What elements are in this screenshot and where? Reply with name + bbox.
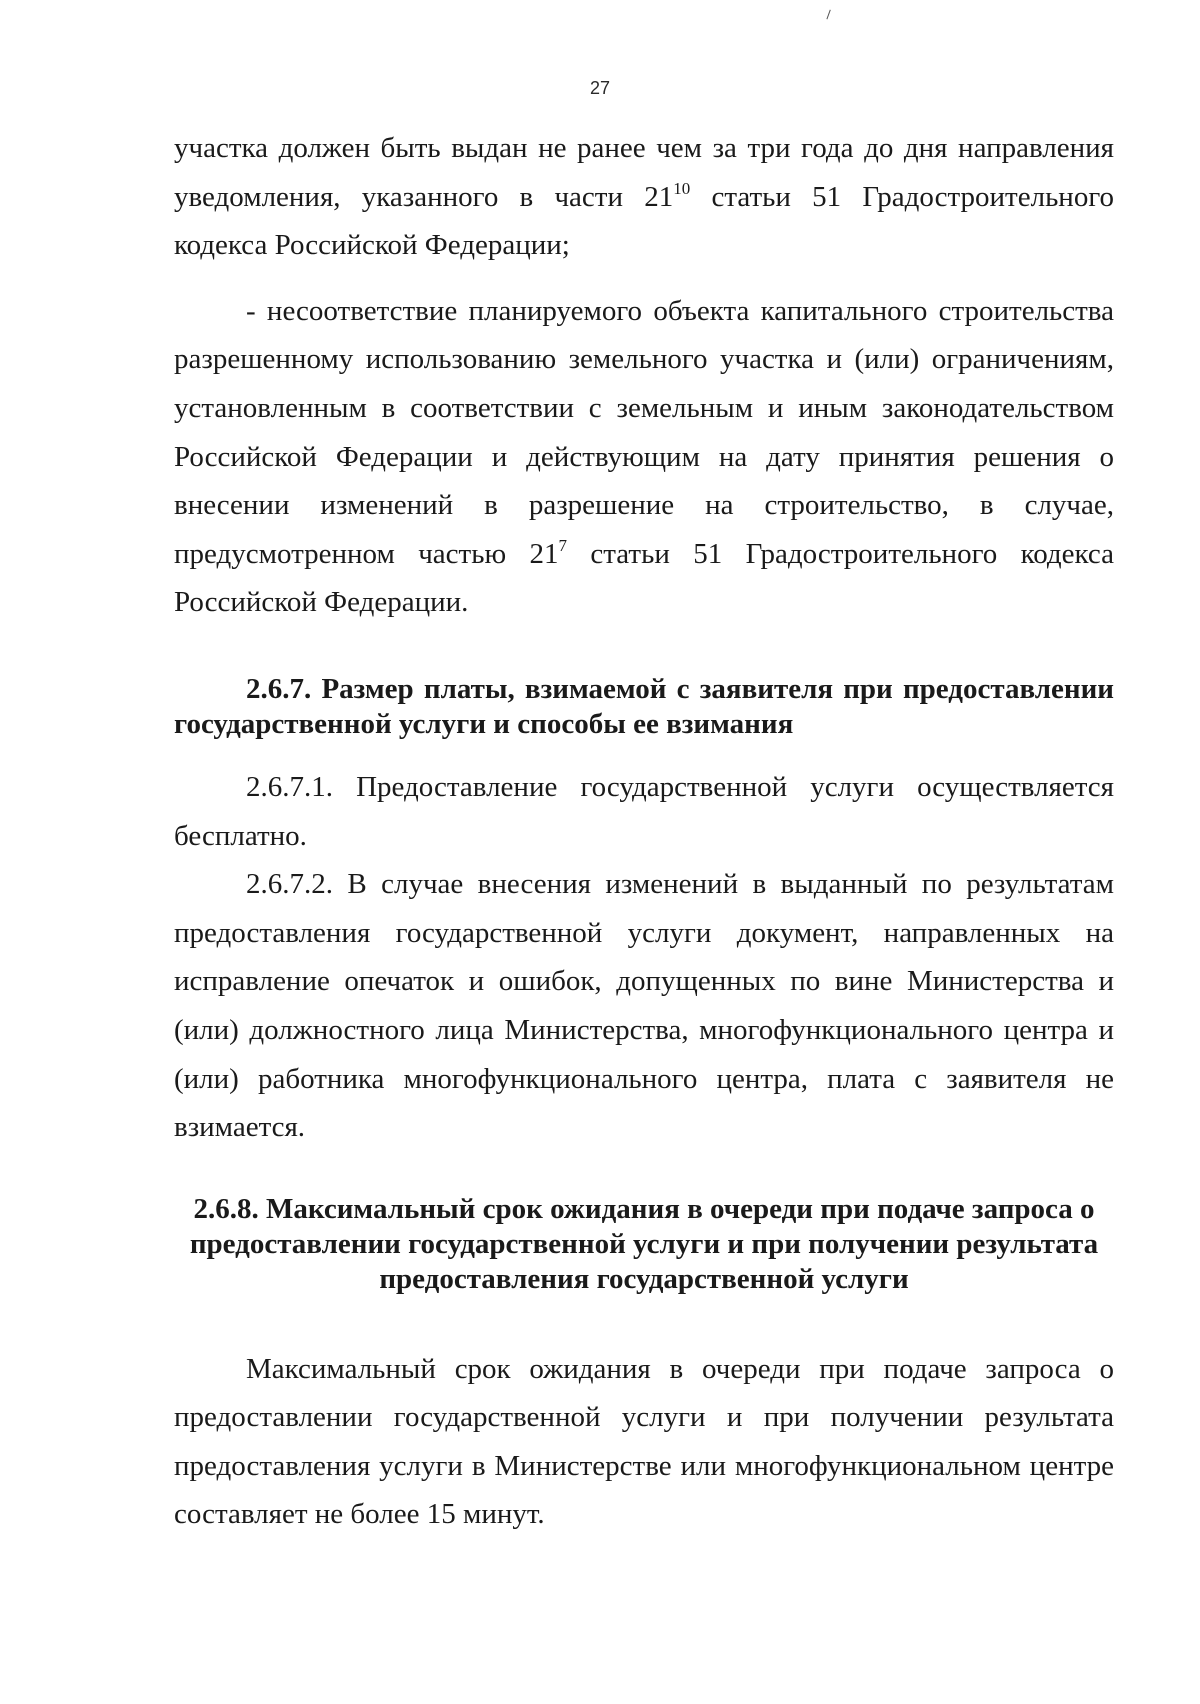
- paragraph-text: - несоответствие планируемого объекта капитального строительства разрешенному использованию земельного участка и (или) ограничениям, установленным в соответствии с земельным и иным законодательством Российской Федерации и действующим на дату принятия решения о внесении изменений в разрешение на строительство, в случае, предусмотренном частью 21: [174, 294, 1114, 570]
- paragraph-continuation: [174, 124, 1114, 270]
- paragraph-2-6-7-2: 2.6.7.2. В случае внесения изменений в выданный по результатам предоставления государственной услуги документ, направленных на исправление опечаток и ошибок, допущенных по вине Министерства и (или) должностного лица Министерства, многофункционального центра и (или) работника многофункционального центра, плата с заявителя не взимается.: [174, 868, 1114, 1144]
- paragraph-2-6-8: Максимальный срок ожидания в очереди при подаче запроса о предоставлении государственной услуги и при получении результата предоставления услуги в Министерстве или многофункциональном центре составляет не более 15 минут.: [174, 1352, 1114, 1531]
- section-heading-2-6-8: 2.6.8. Максимальный срок ожидания в очереди при подаче запроса о предоставлении государственной услуги и при получении результата предоставления государственной услуги: [189, 1192, 1099, 1295]
- superscript: 7: [558, 535, 568, 555]
- paragraph-text: участка должен быть выдан не ранее чем за три года до дня направления уведомления, указанного в части 21: [174, 132, 1114, 213]
- document-body: [174, 124, 1114, 1539]
- section-heading-2-6-7: 2.6.7. Размер платы, взимаемой с заявителя при предоставлении государственной услуги и способы ее взимания: [174, 672, 1114, 740]
- paragraph-text: статьи 51 Градостроительного кодекса Российской Федерации.: [174, 537, 1115, 619]
- paragraph-text: статьи 51 Градостроительного кодекса Российской Федерации;: [174, 180, 1114, 262]
- page-number: 27: [589, 78, 611, 98]
- superscript: 10: [673, 178, 691, 198]
- paragraph-nonconformity: [174, 287, 1114, 627]
- paragraph-2-6-7-1: 2.6.7.1. Предоставление государственной услуги осуществляется бесплатно.: [174, 770, 1114, 852]
- scan-mark: [826, 10, 833, 21]
